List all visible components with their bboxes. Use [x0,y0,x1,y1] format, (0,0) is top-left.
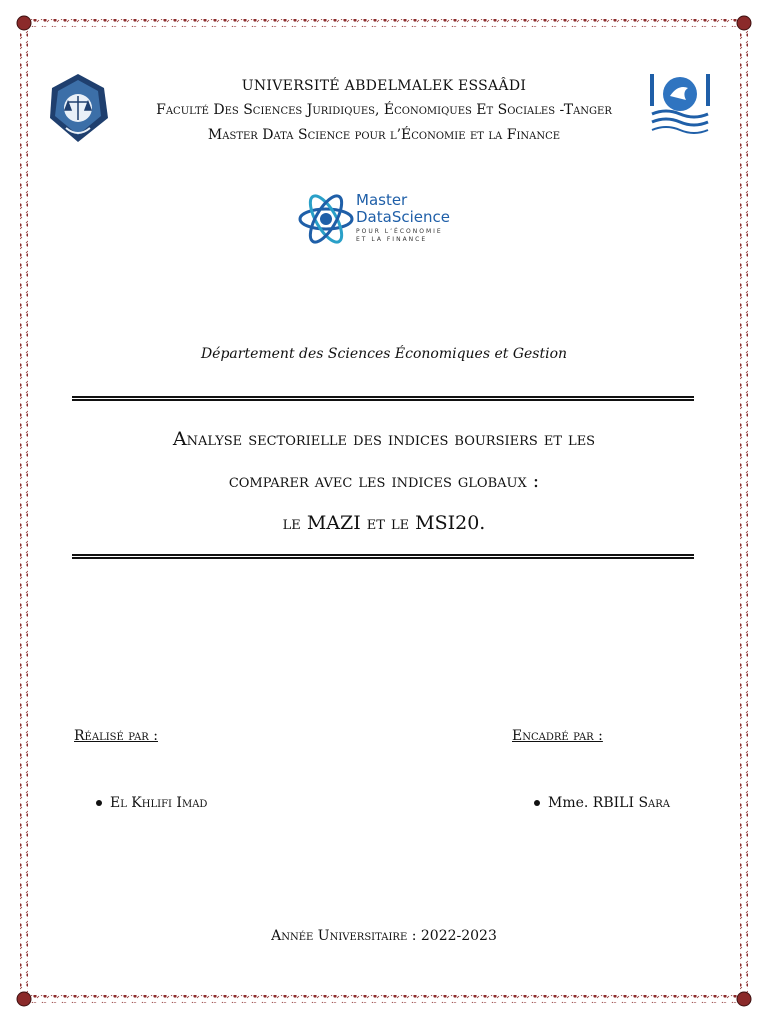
realise-par-label: Réalisé par : [74,728,158,744]
logo-line-economie: POUR L’ÉCONOMIE [356,228,443,235]
title-line-3 [0,512,768,534]
academic-year-value: 2022-2023 [420,928,497,944]
supervisor-title-name: Mme. RBILI [548,795,639,811]
title-le-1: le [282,512,307,534]
master-datascience-logo [298,190,478,250]
student-list-item [96,795,207,811]
encadre-par-label: Encadré par : [512,728,603,744]
logo-line-datascience: DataScience [356,208,450,226]
bullet-icon [96,800,102,806]
atom-icon [298,190,356,248]
faculty-name: Faculté Des Sciences Juridiques, Économiques Et Sociales -Tanger [156,102,612,118]
title-line-1: Analyse sectorielle des indices boursiers et les [172,428,596,450]
academic-year [0,928,768,944]
master-program: Master Data Science pour l’Économie et la Finance [207,127,561,143]
supervisor-list-item [534,795,670,811]
title-et-le: et le [360,512,416,534]
title-line-2: comparer avec les indices globaux : [228,470,540,492]
bullet-icon [534,800,540,806]
student-name: El Khlifi Imad [110,795,208,811]
logo-line-finance: ET LA FINANCE [356,236,428,243]
title-mazi: MAZI [306,512,361,534]
title-rule-top [72,396,694,401]
title-rule-bottom [72,554,694,559]
logo-line-master: Master [356,191,408,209]
department-name: Département des Sciences Économiques et Gestion [200,346,568,362]
academic-year-label: Année Universitaire : [271,928,421,944]
title-period: . [479,512,486,534]
supervisor-firstname: Sara [638,795,671,811]
title-msi20: MSI20 [415,512,480,534]
university-name: UNIVERSITÉ ABDELMALEK ESSAÂDI [241,78,527,94]
